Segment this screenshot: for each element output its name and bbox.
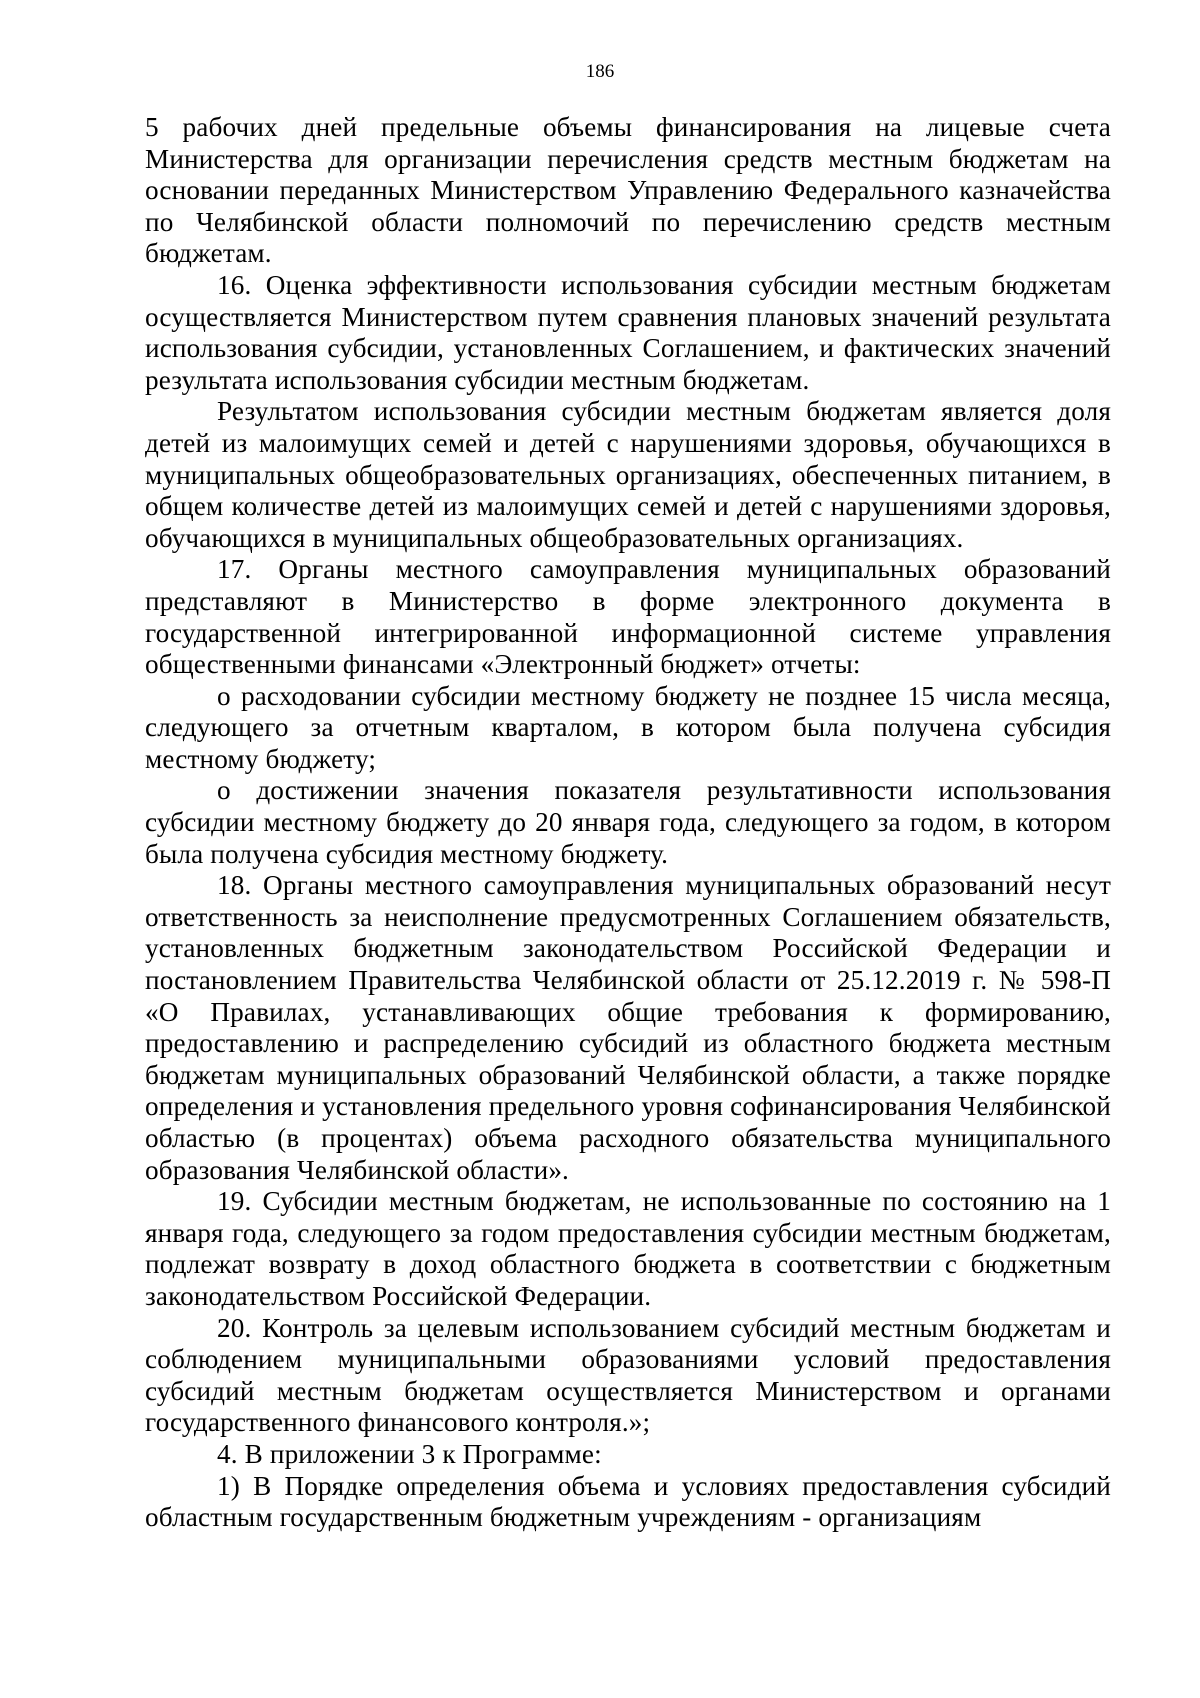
paragraph-item-20: 20. Контроль за целевым использованием субсидий местным бюджетам и соблюдением муниципальными образованиями условий предоставления субсидий местным бюджетам осуществляется Министерством и органами государственного финансового контроля.»; [145, 1312, 1111, 1438]
paragraph-item-17: 17. Органы местного самоуправления муниципальных образований представляют в Министерство в форме электронного документа в государственной интегрированной информационной системе управления общественными финансами «Электронный бюджет» отчеты: [145, 554, 1111, 680]
paragraph-item-18: 18. Органы местного самоуправления муниципальных образований несут ответственность за неисполнение предусмотренных Соглашением обязательств, установленных бюджетным законодательством Российской Федерации и постановлением Правительства Челябинской области от 25.12.2019 г. № 598-П «О Правилах, устанавливающих общие требования к формированию, предоставлению и распределению субсидий из областного бюджета местным бюджетам муниципальных образований Челябинской области, а также порядке определения и установления предельного уровня софинансирования Челябинской областью (в процентах) объема расходного обязательства муниципального образования Челябинской области». [145, 870, 1111, 1185]
paragraph-item-16: 16. Оценка эффективности использования субсидии местным бюджетам осуществляется Министерством путем сравнения плановых значений результата использования субсидии, установленных Соглашением, и фактических значений результата использования субсидии местным бюджетам. [145, 269, 1111, 395]
paragraph-item-19: 19. Субсидии местным бюджетам, не использованные по состоянию на 1 января года, следующего за годом предоставления субсидии местным бюджетам, подлежат возврату в доход областного бюджета в соответствии с бюджетным законодательством Российской Федерации. [145, 1186, 1111, 1311]
paragraph-report-spending: о расходовании субсидии местному бюджету не позднее 15 числа месяца, следующего за отчетным кварталом, в котором была получена субсидия местному бюджету; [145, 680, 1111, 774]
paragraph-result: Результатом использования субсидии местным бюджетам является доля детей из малоимущих семей и детей с нарушениями здоровья, обучающихся в муниципальных общеобразовательных организациях, обеспеченных питанием, в общем количестве детей из малоимущих семей и детей с нарушениями здоровья, обучающихся в муниципальных общеобразовательных организациях. [145, 396, 1111, 553]
page-number: 186 [585, 61, 615, 82]
document-body [145, 112, 1111, 1534]
paragraph-subitem-1: 1) В Порядке определения объема и условиях предоставления субсидий областным государственным бюджетным учреждениям - организациям [145, 1470, 1111, 1533]
paragraph-item-4: 4. В приложении 3 к Программе: [217, 1438, 602, 1469]
paragraph-continuation: 5 рабочих дней предельные объемы финансирования на лицевые счета Министерства для организации перечисления средств местным бюджетам на основании переданных Министерством Управлению Федерального казначейства по Челябинской области полномочий по перечислению средств местным бюджетам. [145, 112, 1111, 269]
paragraph-report-achievement: о достижении значения показателя результативности использования субсидии местному бюджету до 20 января года, следующего за годом, в котором была получена субсидия местному бюджету. [145, 775, 1111, 869]
